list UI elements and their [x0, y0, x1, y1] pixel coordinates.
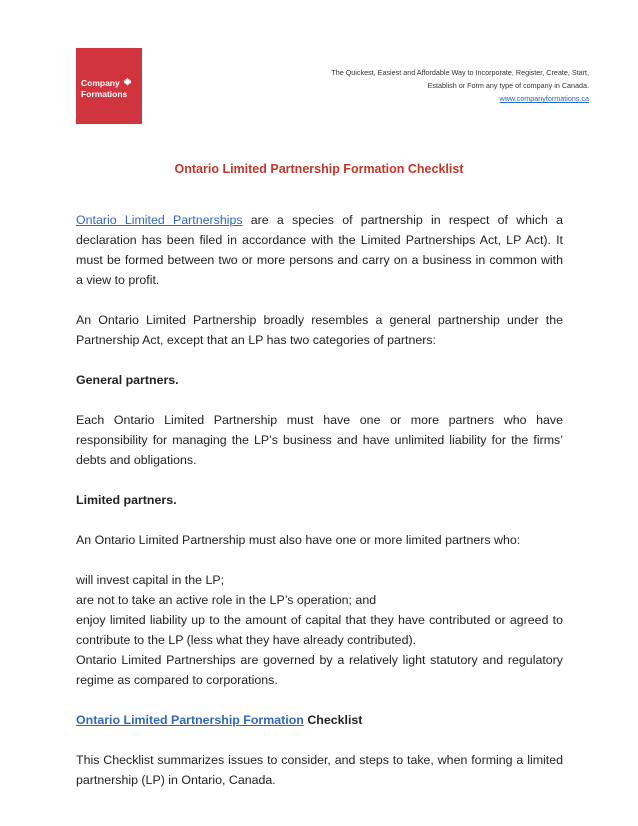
general-partners-heading: General partners. [76, 373, 179, 387]
maple-leaf-icon [123, 77, 132, 86]
logo-line1: Company [81, 78, 120, 88]
intro-paragraph [76, 210, 563, 290]
formation-link[interactable]: Ontario Limited Partnership Formation [76, 713, 304, 727]
website-link[interactable]: www.companyformations.ca [499, 94, 589, 103]
checklist-heading [76, 710, 563, 730]
summary-paragraph: This Checklist summarizes issues to consider, and steps to take, when forming a limited partnership (LP) in Ontario, Canada. [76, 753, 563, 787]
list-item: will invest capital in the LP; [76, 573, 225, 587]
header-tagline [331, 66, 589, 105]
page-title: Ontario Limited Partnership Formation Checklist [174, 162, 464, 176]
resemblance-paragraph: An Ontario Limited Partnership broadly resembles a general partnership under the Partnership Act, except that an LP has two categories of partners: [76, 313, 563, 347]
regime-paragraph: Ontario Limited Partnerships are governed by a relatively light statutory and regulatory regime as compared to corporations. [76, 653, 563, 687]
logo-line2: Formations [81, 89, 128, 99]
limited-partners-heading: Limited partners. [76, 493, 177, 507]
company-logo [76, 48, 142, 124]
intro-text: are a species of partnership in respect of which a declaration has been filed in accordance with the Limited Partnerships Act, LP Act). It must be formed between two or more persons and carry on a business in common with a view to profit. [76, 213, 563, 287]
tagline-line1: The Quickest, Easiest and Affordable Way to Incorporate, Register, Create, Start, [331, 68, 589, 77]
limited-partners-paragraph: An Ontario Limited Partnership must also have one or more limited partners who: [76, 533, 521, 547]
checklist-word: Checklist [303, 713, 363, 727]
general-partners-paragraph: Each Ontario Limited Partnership must have one or more partners who have responsibility for managing the LP’s business and have unlimited liability for the firms’ debts and obligations. [76, 413, 563, 467]
logo-text [81, 78, 127, 100]
tagline-line2: Establish or Form any type of company in Canada. [427, 81, 589, 90]
document-body [76, 210, 563, 790]
list-item: enjoy limited liability up to the amount of capital that they have contributed or agreed to contribute to the LP (less what they have already contributed). [76, 613, 563, 647]
ontario-lp-link[interactable]: Ontario Limited Partnerships [76, 213, 243, 227]
list-item: are not to take an active role in the LP’s operation; and [76, 593, 377, 607]
